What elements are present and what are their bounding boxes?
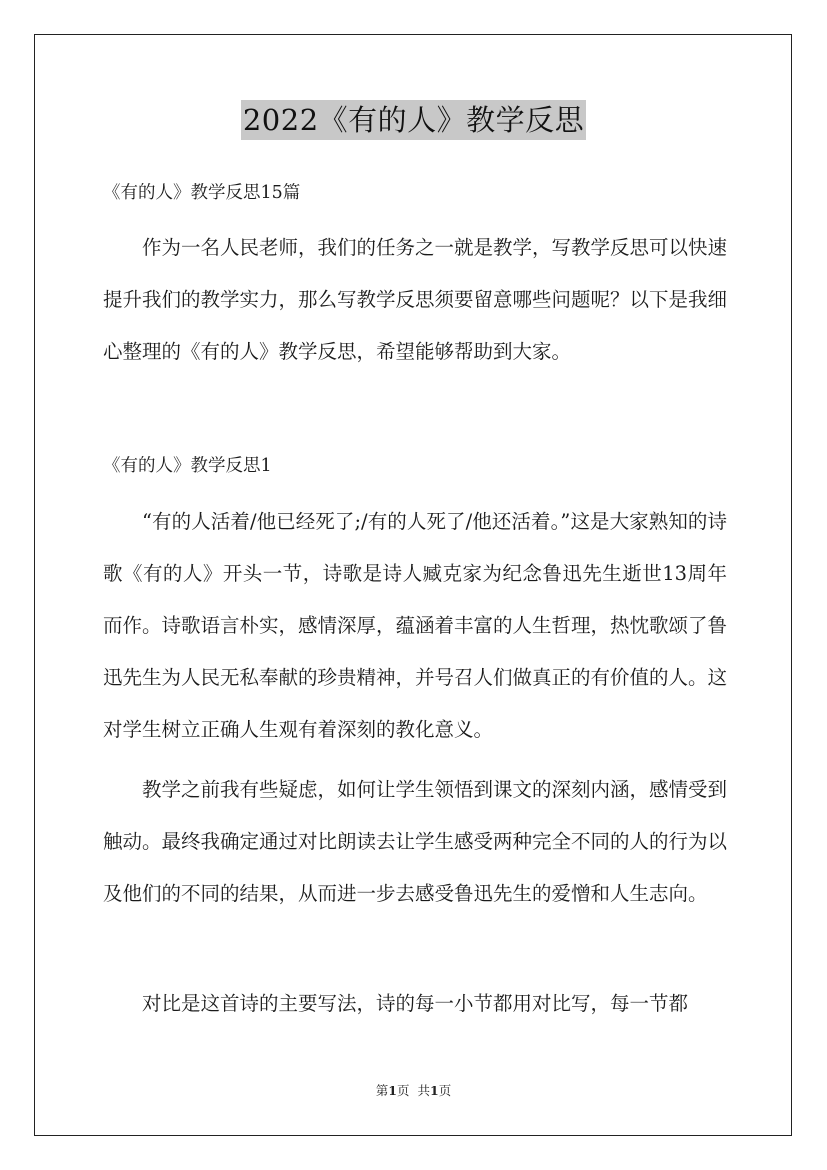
page-label-suffix: 页 (397, 1083, 410, 1098)
intro-paragraph: 作为一名人民老师，我们的任务之一就是教学，写教学反思可以快速提升我们的教学实力，那么写教学反思须要留意哪些问题呢？以下是我细心整理的《有的人》教学反思，希望能够帮助到大家。 (103, 236, 728, 363)
section-1-paragraph-2: 教学之前我有些疑虑，如何让学生领悟到课文的深刻内涵，感情受到触动。最终我确定通过对比朗读去让学生感受两种完全不同的人的行为以及他们的不同的结果，从而进一步去感受鲁迅先生的爱憎和人生志向。 (103, 778, 728, 905)
section-1-paragraph-1: “有的人活着/他已经死了;/有的人死了/他还活着。”这是大家熟知的诗歌《有的人》开头一节，诗歌是诗人臧克家为纪念鲁迅先生逝世13周年而作。诗歌语言朴实，感情深厚，蕴涵着丰富的人生哲理，热忱歌颂了鲁迅先生为人民无私奉献的珍贵精神，并号召人们做真正的有价值的人。这对学生树立正确人生观有着深刻的教化意义。 (103, 510, 728, 741)
document-subtitle: 《有的人》教学反思15篇 (103, 183, 301, 203)
page-total-number: 1 (429, 1083, 439, 1098)
section-heading-1: 《有的人》教学反思1 (103, 456, 272, 476)
total-label-prefix: 共 (417, 1083, 430, 1098)
page-current-number: 1 (388, 1083, 397, 1098)
document-title: 2022《有的人》教学反思 (241, 100, 586, 140)
total-label-suffix: 页 (438, 1083, 452, 1098)
page-label-prefix: 第 (375, 1083, 389, 1098)
title-container (0, 100, 827, 140)
page-footer (0, 1083, 827, 1099)
section-1-paragraph-3: 对比是这首诗的主要写法，诗的每一小节都用对比写，每一节都 (142, 992, 689, 1015)
